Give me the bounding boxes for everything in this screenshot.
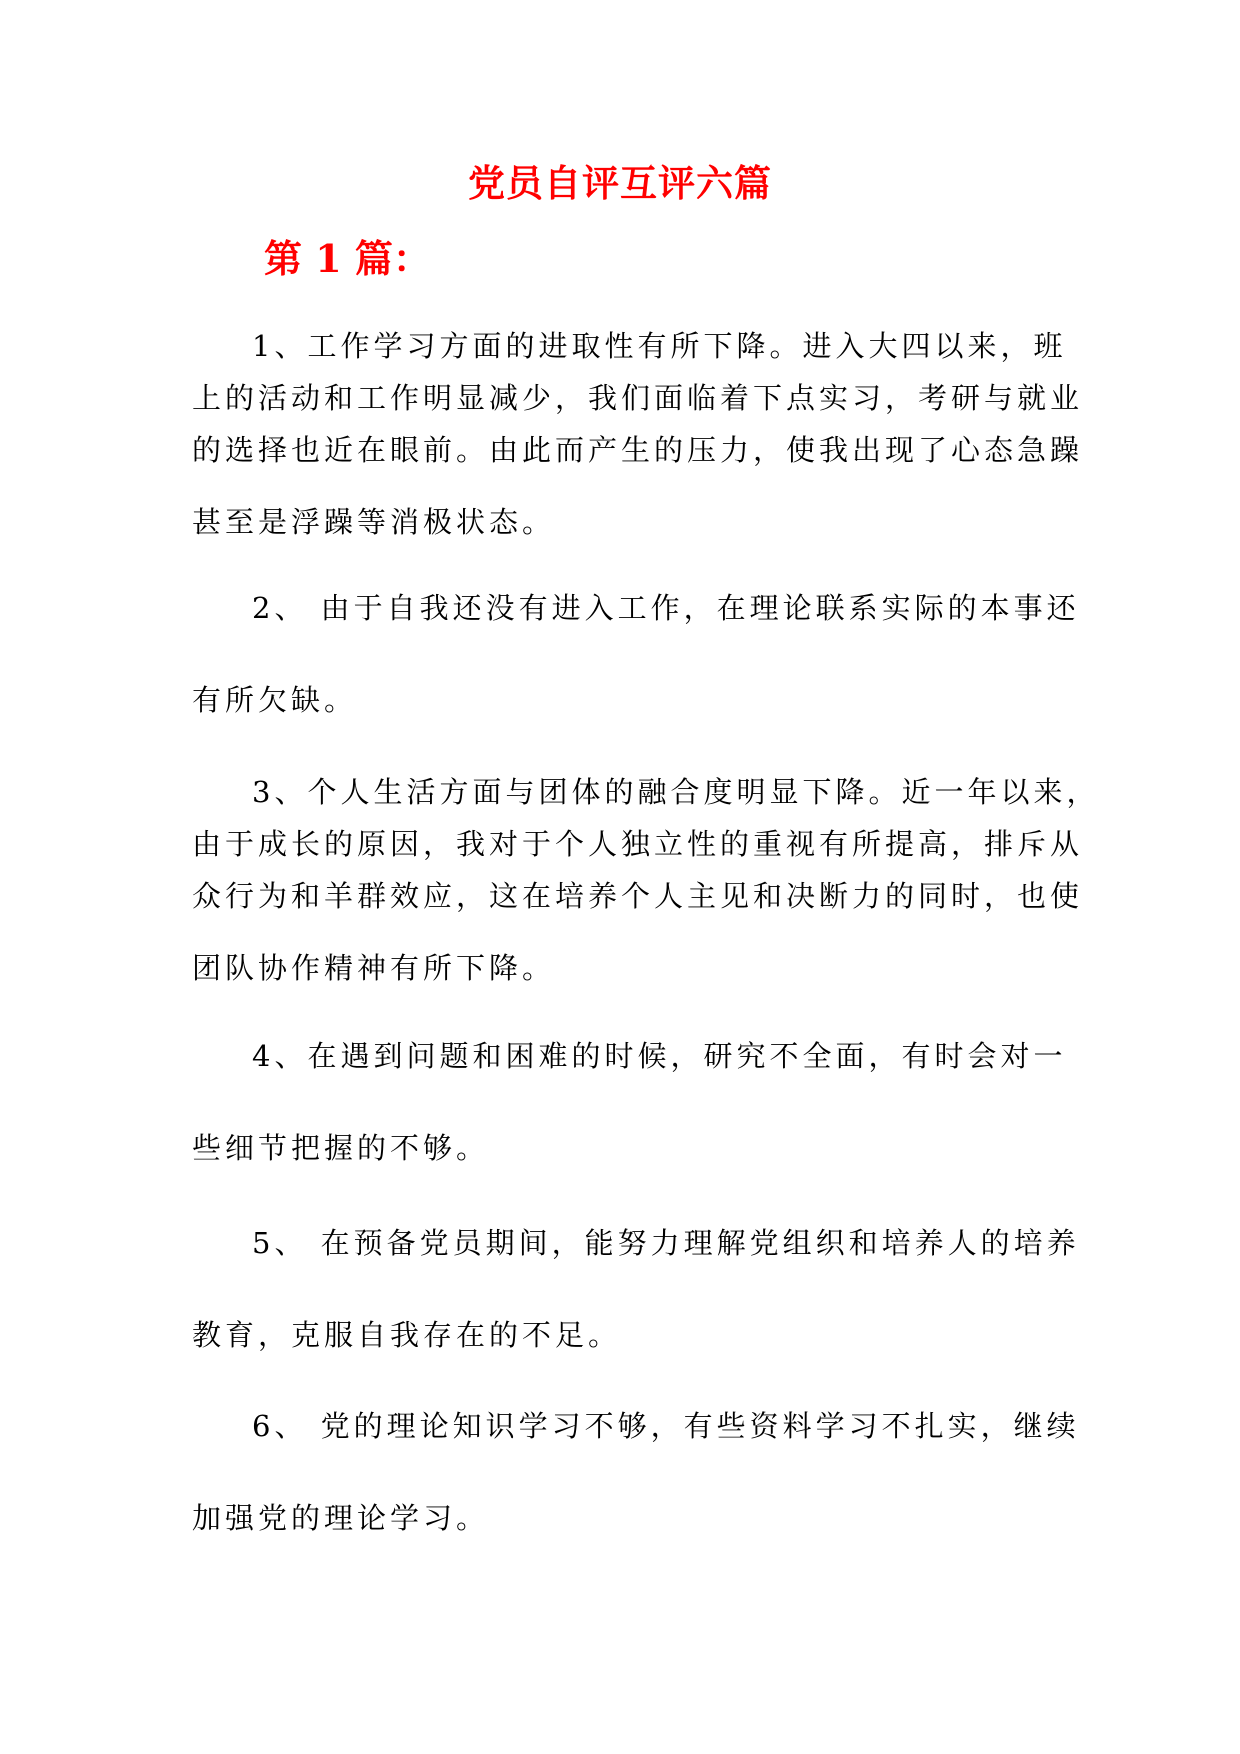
- paragraph-line: 上的活动和工作明显减少，我们面临着下点实习，考研与就业: [192, 381, 1084, 415]
- paragraph-5: [192, 1217, 1080, 1361]
- paragraph-line: 5、 在预备党员期间，能努力理解党组织和培养人的培养: [252, 1226, 1080, 1260]
- paragraph-line: 些细节把握的不够。: [192, 1131, 490, 1165]
- document-title: 党员自评互评六篇: [468, 161, 772, 205]
- paragraph-line: 团队协作精神有所下降。: [192, 951, 556, 985]
- paragraph-line: 1、工作学习方面的进取性有所下降。进入大四以来，班: [252, 329, 1067, 363]
- paragraph-line: 加强党的理论学习。: [192, 1501, 490, 1535]
- paragraph-line: 甚至是浮躁等消极状态。: [192, 505, 556, 539]
- paragraph-line: 6、 党的理论知识学习不够，有些资料学习不扎实，继续: [252, 1409, 1080, 1443]
- paragraph-line: 教育，克服自我存在的不足。: [192, 1318, 622, 1352]
- paragraph-4: [192, 1030, 1067, 1174]
- paragraph-line: 的选择也近在眼前。由此而产生的压力，使我出现了心态急躁: [192, 433, 1084, 467]
- paragraph-3: [192, 766, 1100, 994]
- paragraph-line: 4、在遇到问题和困难的时候，研究不全面，有时会对一: [252, 1039, 1067, 1073]
- paragraph-line: 由于成长的原因，我对于个人独立性的重视有所提高，排斥从: [192, 827, 1084, 861]
- paragraph-line: 有所欠缺。: [192, 683, 358, 717]
- paragraph-6: [192, 1400, 1080, 1544]
- paragraph-1: [192, 320, 1084, 548]
- section-heading: 第 1 篇：: [264, 236, 431, 281]
- paragraph-line: 3、个人生活方面与团体的融合度明显下降。近一年以来，: [252, 775, 1100, 809]
- paragraph-2: [192, 582, 1080, 726]
- paragraph-line: 众行为和羊群效应，这在培养个人主见和决断力的同时，也使: [192, 879, 1084, 913]
- paragraph-line: 2、 由于自我还没有进入工作，在理论联系实际的本事还: [252, 591, 1080, 625]
